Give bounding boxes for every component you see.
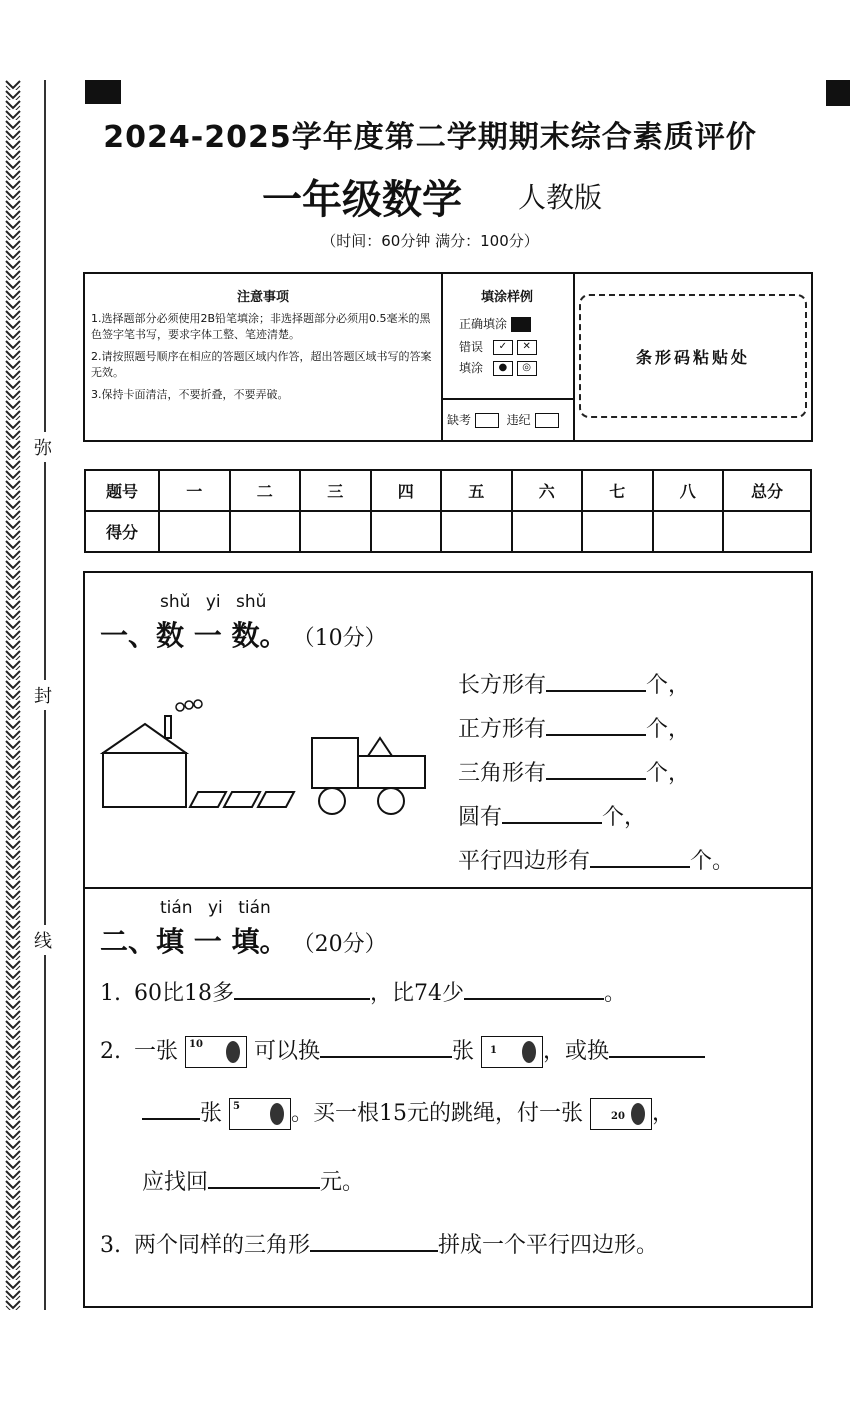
score-cell[interactable] <box>653 511 724 552</box>
blank-input[interactable] <box>310 1230 438 1252</box>
note-item-2: 2.请按照题号顺序在相应的答题区域内作答，超出答题区域书写的答案无效。 <box>91 350 432 379</box>
truck-wheel-circle <box>378 788 404 814</box>
blank-input[interactable] <box>142 1098 200 1120</box>
blank-input[interactable] <box>546 670 646 692</box>
filled-box <box>511 317 531 332</box>
truck-wheel-circle <box>319 788 345 814</box>
question-2-line-1: 2. 一张 10 可以换 张 1 ，或换 <box>100 1034 705 1068</box>
score-row-label-score: 得分 <box>85 511 159 552</box>
score-cell[interactable] <box>371 511 442 552</box>
blank-input[interactable] <box>208 1167 320 1189</box>
circle-box-mark: ◎ <box>517 361 537 376</box>
truck-cab-square <box>312 738 358 788</box>
section2-heading <box>100 920 387 960</box>
smoke-circle <box>185 701 193 709</box>
question-number: 1. <box>100 981 121 1006</box>
banknote-5-image: 5 <box>229 1098 291 1130</box>
score-col-1: 一 <box>159 470 230 511</box>
answer-line-rectangles: 长方形有 个， <box>458 664 734 708</box>
absent-label: 缺考 <box>447 413 472 427</box>
answer-line-parallelograms: 平行四边形有 个。 <box>458 840 734 884</box>
section2-pinyin <box>160 898 271 918</box>
blank-input[interactable] <box>464 978 604 1000</box>
score-cell[interactable] <box>512 511 583 552</box>
score-cell[interactable] <box>159 511 230 552</box>
info-box <box>83 272 813 442</box>
score-cell[interactable] <box>230 511 301 552</box>
score-cell[interactable] <box>723 511 811 552</box>
pinyin-3: shǔ <box>236 592 267 612</box>
question-2-line-2: 张 5 。买一根15元的跳绳，付一张 20 ， <box>142 1096 674 1130</box>
exam-title: 2024-2025学年度第二学期期末综合素质评价 <box>103 120 757 155</box>
absent-violation-panel <box>441 400 575 440</box>
fill-wrong-label-2: 填涂 <box>459 361 484 375</box>
fill-wrong-row-2 <box>459 359 573 376</box>
blank-input[interactable] <box>590 846 690 868</box>
score-col-5: 五 <box>441 470 512 511</box>
check-box-mark: ✓ <box>493 340 513 355</box>
question-3: 3. 两个同样的三角形 拼成一个平行四边形。 <box>100 1228 658 1259</box>
exam-edition: 人教版 <box>518 181 603 214</box>
blank-input[interactable] <box>546 758 646 780</box>
pinyin-1: tián <box>160 898 193 918</box>
pinyin-1: shǔ <box>160 592 191 612</box>
blank-input[interactable] <box>546 714 646 736</box>
parallelogram <box>258 792 294 807</box>
margin-char-3: 线 <box>34 925 52 955</box>
score-col-3: 三 <box>300 470 371 511</box>
blank-input[interactable] <box>320 1036 452 1058</box>
barcode-area <box>579 294 807 418</box>
score-col-4: 四 <box>371 470 442 511</box>
corner-mark-right <box>826 80 850 106</box>
answer-line-squares: 正方形有 个， <box>458 708 734 752</box>
parallelogram <box>224 792 260 807</box>
section1-title: 一、数 一 数。 <box>100 619 288 652</box>
score-cell[interactable] <box>441 511 512 552</box>
section-divider <box>83 887 813 889</box>
section2-score: （20分） <box>292 932 387 957</box>
truck-cargo-triangle <box>368 738 392 756</box>
section1-answers <box>458 664 734 884</box>
question-number: 3. <box>100 1233 121 1258</box>
score-cell[interactable] <box>582 511 653 552</box>
cross-box-mark: ✕ <box>517 340 537 355</box>
note-item-1: 1.选择题部分必须使用2B铅笔填涂；非选择题部分必须用0.5毫米的黑色签字笔书写，要求字体工整、笔迹清楚。 <box>91 312 431 341</box>
section1-heading <box>100 614 387 654</box>
note-item-3: 3.保持卡面清洁，不要折叠，不要弄破。 <box>91 388 289 401</box>
answer-line-triangles: 三角形有 个， <box>458 752 734 796</box>
notes-panel <box>85 274 443 440</box>
house-roof-triangle <box>103 724 186 753</box>
smoke-circle <box>176 703 184 711</box>
score-col-8: 八 <box>653 470 724 511</box>
score-table-score-row <box>85 511 811 552</box>
score-row-label-number: 题号 <box>85 470 159 511</box>
fill-example-panel <box>441 274 575 400</box>
banknote-20-image: 20 <box>590 1098 652 1130</box>
blank-input[interactable] <box>502 802 602 824</box>
house-body-rectangle <box>103 753 186 807</box>
blank-input[interactable] <box>234 978 370 1000</box>
binding-margin-pattern <box>5 80 21 1310</box>
fill-wrong-label: 错误 <box>459 340 484 354</box>
chimney-rectangle <box>165 716 171 738</box>
score-col-total: 总分 <box>723 470 811 511</box>
score-cell[interactable] <box>300 511 371 552</box>
score-table <box>84 469 812 553</box>
score-col-2: 二 <box>230 470 301 511</box>
barcode-label: 条形码粘贴处 <box>635 347 750 367</box>
violation-label: 违纪 <box>506 413 531 427</box>
question-number: 2. <box>100 1039 121 1064</box>
margin-char-2: 封 <box>34 680 52 710</box>
fill-example-title: 填涂样例 <box>480 290 533 305</box>
score-table-header-row <box>85 470 811 511</box>
truck-bed-rectangle <box>358 756 425 788</box>
score-col-6: 六 <box>512 470 583 511</box>
absent-checkbox[interactable] <box>475 413 499 428</box>
time-info: （时间：60分钟 满分：100分） <box>321 232 539 250</box>
fill-correct-row <box>459 315 573 332</box>
banknote-1-image: 1 <box>481 1036 543 1068</box>
question-1: 1. 60比18多 ，比74少 。 <box>100 976 626 1007</box>
exam-subtitle: 一年级数学 <box>262 176 462 223</box>
smoke-circle <box>194 700 202 708</box>
fill-correct-label: 正确填涂 <box>459 317 508 331</box>
margin-char-1: 弥 <box>34 432 52 462</box>
section2-title: 二、填 一 填。 <box>100 925 288 958</box>
notes-title: 注意事项 <box>236 290 289 305</box>
pinyin-2: yi <box>208 898 223 918</box>
answer-line-circles: 圆有 个， <box>458 796 734 840</box>
blank-input[interactable] <box>609 1036 705 1058</box>
parallelogram <box>190 792 226 807</box>
shapes-picture <box>98 692 438 822</box>
question-2-line-3: 应找回 元。 <box>142 1165 364 1196</box>
dot-box-mark: ● <box>493 361 513 376</box>
section1-pinyin <box>160 592 266 612</box>
violation-checkbox[interactable] <box>535 413 559 428</box>
score-col-7: 七 <box>582 470 653 511</box>
section1-score: （10分） <box>292 626 387 651</box>
corner-mark-left <box>85 80 121 104</box>
banknote-10-image: 10 <box>185 1036 247 1068</box>
pinyin-3: tián <box>238 898 271 918</box>
pinyin-2: yi <box>205 592 221 612</box>
fill-wrong-row <box>459 338 573 355</box>
